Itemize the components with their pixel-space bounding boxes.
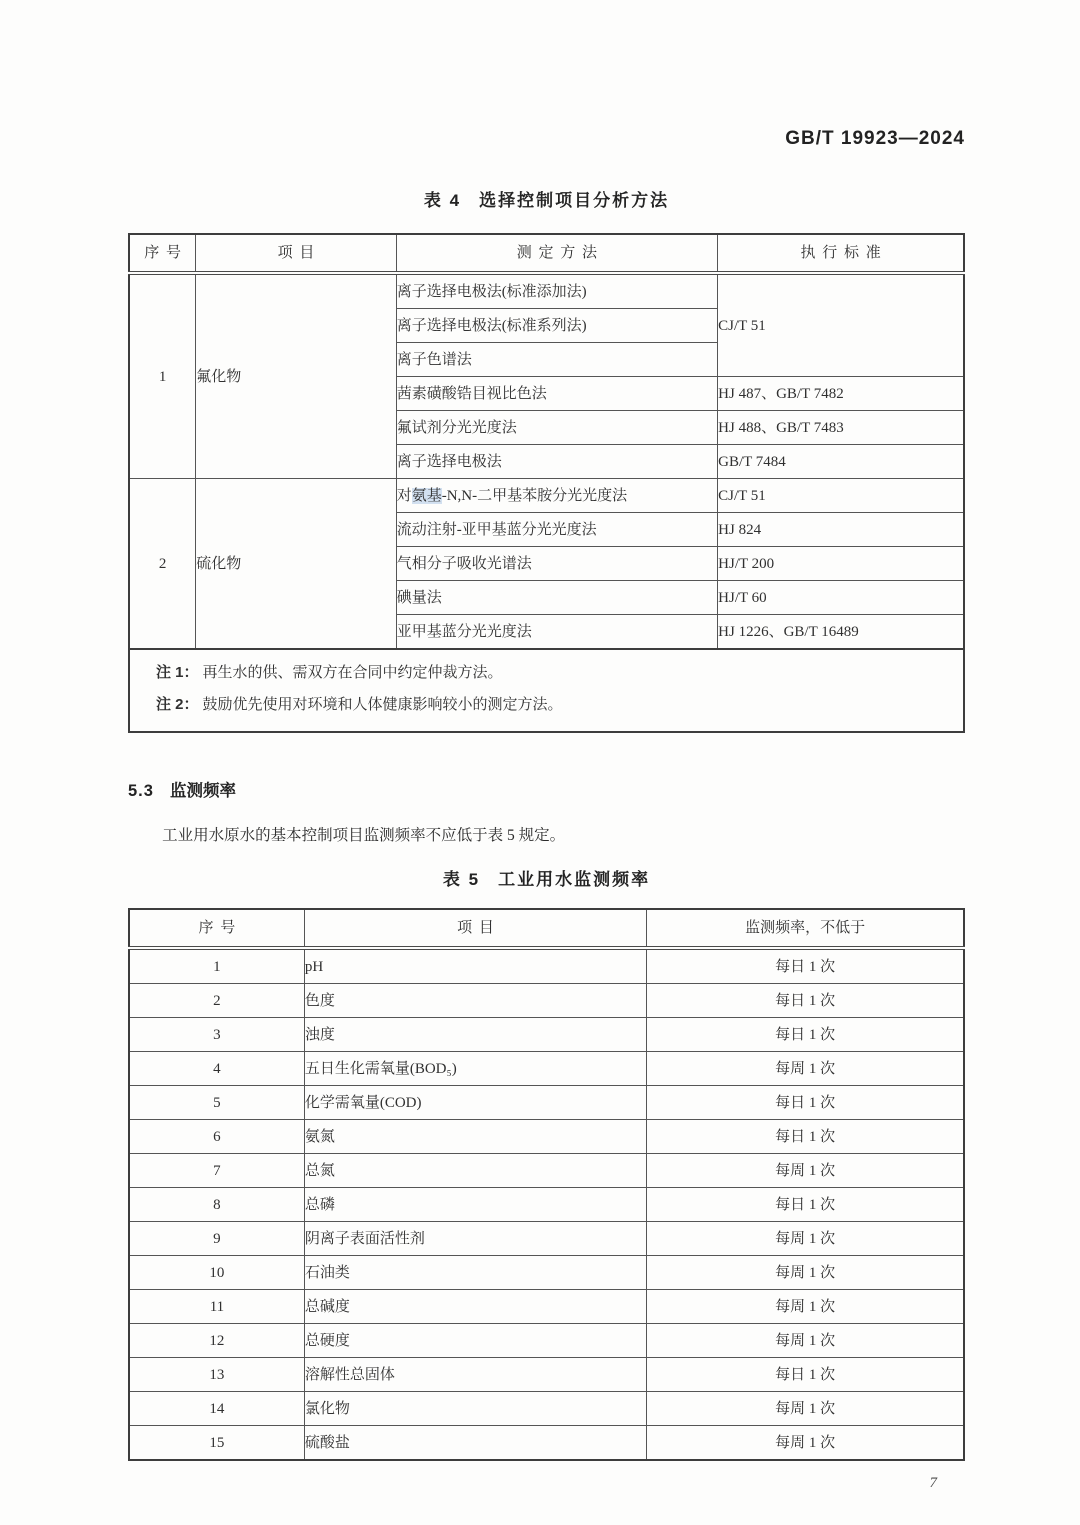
section-number: 5.3 [128,782,154,800]
index-cell: 1 [129,273,196,479]
item-cell: 总氮 [304,1154,646,1188]
index-cell: 12 [129,1324,304,1358]
frequency-cell: 每日 1 次 [647,1120,964,1154]
frequency-cell: 每周 1 次 [647,1222,964,1256]
table-row [129,479,964,513]
frequency-cell: 每周 1 次 [647,1426,964,1461]
method-cell: 对氨基-N,N-二甲基苯胺分光光度法 [396,479,717,513]
item-cell: 总磷 [304,1188,646,1222]
index-cell: 11 [129,1290,304,1324]
table-row [129,984,964,1018]
standard-cell: HJ 824 [718,513,964,547]
standard-cell: CJ/T 51 [718,479,964,513]
method-cell: 离子选择电极法(标准添加法) [396,273,717,309]
index-cell: 10 [129,1256,304,1290]
item-cell: 氯化物 [304,1392,646,1426]
standard-cell: HJ 487、GB/T 7482 [718,377,964,411]
method-cell: 亚甲基蓝分光光度法 [396,615,717,650]
table5-title-text: 工业用水监测频率 [498,870,651,889]
method-cell: 气相分子吸收光谱法 [396,547,717,581]
index-cell: 9 [129,1222,304,1256]
item-cell: pH [304,948,646,984]
body-paragraph: 工业用水原水的基本控制项目监测频率不应低于表 5 规定。 [162,827,566,844]
table4-header-row [129,234,964,273]
method-cell: 碘量法 [396,581,717,615]
standard-cell: HJ 488、GB/T 7483 [718,411,964,445]
frequency-cell: 每日 1 次 [647,984,964,1018]
column-header-index: 序号 [129,234,196,273]
scan-highlight: 氨基 [411,487,442,504]
table4-title-text: 选择控制项目分析方法 [479,191,670,210]
method-cell: 离子色谱法 [396,343,717,377]
index-cell: 3 [129,1018,304,1052]
column-header-frequency: 监测频率，不低于 [647,909,964,948]
item-cell: 五日生化需氧量(BOD₅) [304,1052,646,1086]
table4-notes-row [129,649,964,732]
index-cell: 1 [129,948,304,984]
frequency-cell: 每周 1 次 [647,1052,964,1086]
frequency-cell: 每周 1 次 [647,1154,964,1188]
table5-title-label: 表 5 [442,870,481,889]
standard-cell: HJ/T 200 [718,547,964,581]
note-text: 再生水的供、需双方在合同中约定仲裁方法。 [202,665,503,681]
table4-title [128,186,965,211]
table-row [129,948,964,984]
table5-title [128,865,965,890]
index-cell: 6 [129,1120,304,1154]
item-cell: 阴离子表面活性剂 [304,1222,646,1256]
table4-analysis-methods [128,233,965,733]
notes-cell [129,649,964,732]
table4-title-label: 表 4 [423,191,462,210]
table-row [129,1256,964,1290]
index-cell: 5 [129,1086,304,1120]
index-cell: 7 [129,1154,304,1188]
table-row [129,273,964,309]
item-cell: 石油类 [304,1256,646,1290]
frequency-cell: 每周 1 次 [647,1324,964,1358]
index-cell: 15 [129,1426,304,1461]
column-header-standard: 执行标准 [718,234,964,273]
method-cell: 离子选择电极法 [396,445,717,479]
note-label: 注 2： [156,696,199,713]
item-cell: 总硬度 [304,1324,646,1358]
page-number: 7 [929,1475,937,1491]
item-cell: 浊度 [304,1018,646,1052]
note-text: 鼓励优先使用对环境和人体健康影响较小的测定方法。 [202,697,563,713]
index-cell: 2 [129,984,304,1018]
table-row [129,1358,964,1392]
table-row [129,1052,964,1086]
frequency-cell: 每周 1 次 [647,1392,964,1426]
table-row [129,1086,964,1120]
standard-cell: HJ 1226、GB/T 16489 [718,615,964,650]
item-cell: 氟化物 [196,273,396,479]
table-row [129,1188,964,1222]
method-cell: 氟试剂分光光度法 [396,411,717,445]
table-row [129,1324,964,1358]
frequency-cell: 每日 1 次 [647,948,964,984]
column-header-item: 项目 [304,909,646,948]
note-line [156,657,953,689]
note-label: 注 1： [156,664,199,681]
section-heading-5-3 [128,777,965,801]
index-cell: 4 [129,1052,304,1086]
table-row [129,1018,964,1052]
column-header-index: 序号 [129,909,304,948]
table-row [129,1426,964,1461]
item-cell: 氨氮 [304,1120,646,1154]
frequency-cell: 每日 1 次 [647,1188,964,1222]
table-row [129,1290,964,1324]
frequency-cell: 每日 1 次 [647,1018,964,1052]
method-cell: 茜素磺酸锆目视比色法 [396,377,717,411]
index-cell: 2 [129,479,196,650]
table-row [129,1120,964,1154]
table5-monitoring-frequency [128,908,965,1461]
column-header-item: 项目 [196,234,396,273]
index-cell: 13 [129,1358,304,1392]
frequency-cell: 每周 1 次 [647,1290,964,1324]
table5-header-row [129,909,964,948]
column-header-method: 测定方法 [396,234,717,273]
item-cell: 色度 [304,984,646,1018]
frequency-cell: 每日 1 次 [647,1358,964,1392]
method-cell: 流动注射-亚甲基蓝分光光度法 [396,513,717,547]
item-cell: 硫化物 [196,479,396,650]
item-cell: 化学需氧量(COD) [304,1086,646,1120]
table-row [129,1392,964,1426]
frequency-cell: 每日 1 次 [647,1086,964,1120]
section-title: 监测频率 [169,782,236,800]
table-row [129,1154,964,1188]
index-cell: 14 [129,1392,304,1426]
method-cell: 离子选择电极法(标准系列法) [396,309,717,343]
item-cell: 硫酸盐 [304,1426,646,1461]
item-cell: 溶解性总固体 [304,1358,646,1392]
standard-cell: CJ/T 51 [718,273,964,377]
item-cell: 总碱度 [304,1290,646,1324]
table-row [129,1222,964,1256]
standard-cell: GB/T 7484 [718,445,964,479]
index-cell: 8 [129,1188,304,1222]
standard-cell: HJ/T 60 [718,581,964,615]
doc-code: GB/T 19923—2024 [785,128,965,149]
frequency-cell: 每周 1 次 [647,1256,964,1290]
note-line [156,689,953,721]
